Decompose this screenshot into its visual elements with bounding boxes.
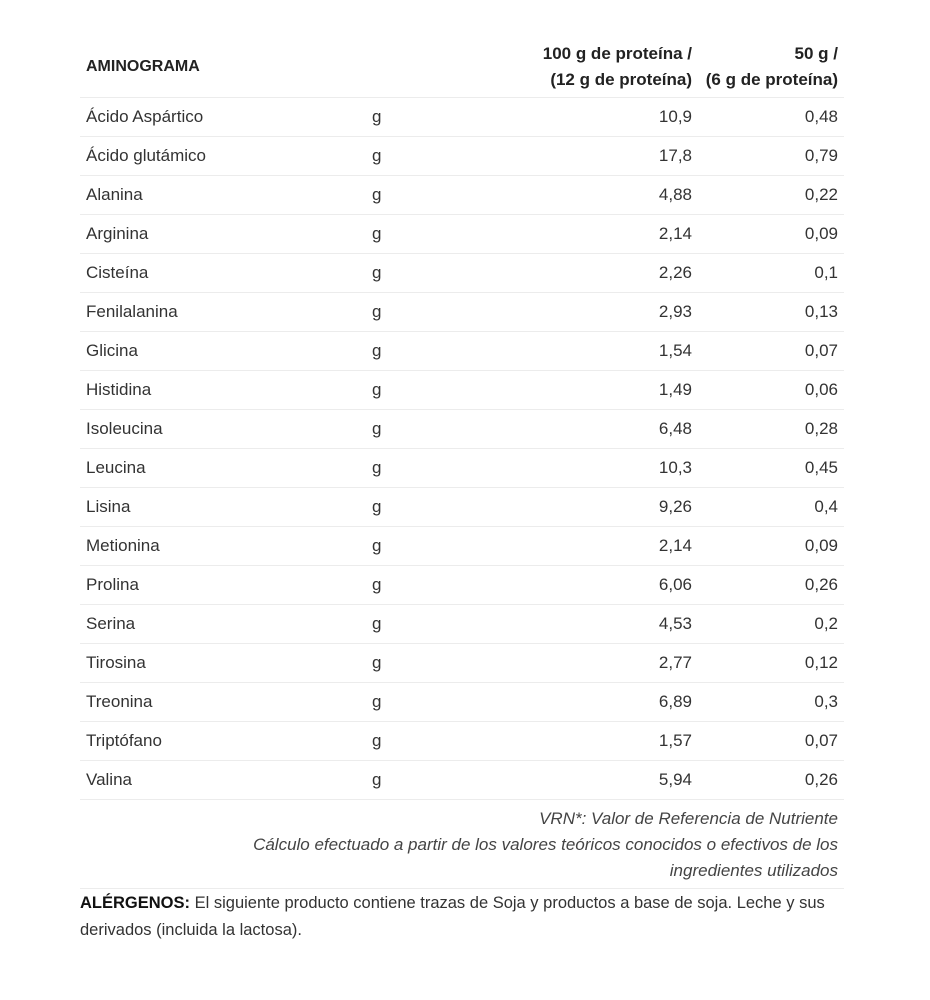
amino-value-100g: 2,14 [416, 527, 698, 566]
calc-note-line1: Cálculo efectuado a partir de los valores teóricos conocidos o efectivos de los [253, 835, 838, 854]
table-row [80, 488, 844, 527]
amino-name: Treonina [80, 683, 364, 722]
amino-value-50g: 0,26 [698, 761, 844, 800]
amino-value-50g: 0,09 [698, 215, 844, 254]
table-row [80, 722, 844, 761]
table-header-row [80, 38, 844, 98]
amino-value-100g: 2,77 [416, 644, 698, 683]
amino-name: Histidina [80, 371, 364, 410]
amino-unit: g [364, 683, 416, 722]
header-per-100g-line2: (12 g de proteína) [550, 70, 692, 89]
amino-unit: g [364, 761, 416, 800]
vrn-note: VRN*: Valor de Referencia de Nutriente [539, 809, 838, 828]
amino-value-100g: 2,26 [416, 254, 698, 293]
table-row [80, 410, 844, 449]
table-row [80, 527, 844, 566]
amino-name: Metionina [80, 527, 364, 566]
amino-value-50g: 0,07 [698, 722, 844, 761]
header-per-50g-line1: 50 g / [794, 44, 838, 63]
header-unit [364, 38, 416, 98]
aminogram-table-body [80, 98, 844, 800]
table-row [80, 215, 844, 254]
amino-unit: g [364, 332, 416, 371]
amino-name: Fenilalanina [80, 293, 364, 332]
amino-unit: g [364, 293, 416, 332]
amino-value-50g: 0,45 [698, 449, 844, 488]
amino-value-100g: 5,94 [416, 761, 698, 800]
header-per-50g-line2: (6 g de proteína) [705, 70, 838, 89]
header-per-100g-line1: 100 g de proteína / [542, 44, 692, 63]
amino-value-100g: 1,49 [416, 371, 698, 410]
amino-unit: g [364, 488, 416, 527]
amino-unit: g [364, 371, 416, 410]
amino-value-100g: 4,88 [416, 176, 698, 215]
amino-unit: g [364, 254, 416, 293]
amino-value-100g: 10,9 [416, 98, 698, 137]
amino-value-50g: 0,4 [698, 488, 844, 527]
amino-value-100g: 2,14 [416, 215, 698, 254]
amino-value-100g: 9,26 [416, 488, 698, 527]
header-per-100g [416, 38, 698, 98]
amino-value-100g: 17,8 [416, 137, 698, 176]
table-row [80, 683, 844, 722]
amino-name: Ácido Aspártico [80, 98, 364, 137]
amino-unit: g [364, 527, 416, 566]
allergens-section [80, 890, 850, 944]
amino-name: Leucina [80, 449, 364, 488]
amino-name: Prolina [80, 566, 364, 605]
amino-value-50g: 0,07 [698, 332, 844, 371]
amino-name: Valina [80, 761, 364, 800]
table-row [80, 137, 844, 176]
amino-value-50g: 0,12 [698, 644, 844, 683]
amino-unit: g [364, 605, 416, 644]
amino-value-50g: 0,79 [698, 137, 844, 176]
allergens-text: El siguiente producto contiene trazas de Soja y productos a base de soja. Leche y sus derivados (incluida la lactosa). [80, 894, 825, 939]
amino-value-50g: 0,28 [698, 410, 844, 449]
amino-name: Arginina [80, 215, 364, 254]
amino-unit: g [364, 137, 416, 176]
table-row [80, 176, 844, 215]
amino-unit: g [364, 722, 416, 761]
table-notes [80, 800, 844, 889]
amino-value-50g: 0,06 [698, 371, 844, 410]
amino-value-100g: 1,57 [416, 722, 698, 761]
table-row [80, 293, 844, 332]
amino-value-100g: 4,53 [416, 605, 698, 644]
amino-unit: g [364, 410, 416, 449]
amino-name: Tirosina [80, 644, 364, 683]
amino-value-50g: 0,26 [698, 566, 844, 605]
table-row [80, 644, 844, 683]
amino-value-100g: 2,93 [416, 293, 698, 332]
table-row [80, 761, 844, 800]
amino-name: Isoleucina [80, 410, 364, 449]
table-row [80, 254, 844, 293]
amino-name: Triptófano [80, 722, 364, 761]
amino-value-100g: 6,89 [416, 683, 698, 722]
aminogram-table [80, 38, 844, 889]
amino-value-50g: 0,13 [698, 293, 844, 332]
amino-unit: g [364, 449, 416, 488]
amino-value-50g: 0,1 [698, 254, 844, 293]
amino-value-50g: 0,48 [698, 98, 844, 137]
header-aminograma: AMINOGRAMA [80, 38, 364, 98]
amino-value-100g: 6,06 [416, 566, 698, 605]
amino-value-100g: 1,54 [416, 332, 698, 371]
amino-value-50g: 0,2 [698, 605, 844, 644]
allergens-label: ALÉRGENOS: [80, 894, 191, 912]
calc-note-line2: ingredientes utilizados [669, 861, 838, 880]
amino-unit: g [364, 176, 416, 215]
amino-unit: g [364, 98, 416, 137]
amino-value-100g: 10,3 [416, 449, 698, 488]
amino-name: Cisteína [80, 254, 364, 293]
amino-unit: g [364, 644, 416, 683]
amino-name: Serina [80, 605, 364, 644]
table-row [80, 566, 844, 605]
table-row [80, 371, 844, 410]
table-notes-row [80, 800, 844, 889]
amino-unit: g [364, 215, 416, 254]
amino-name: Lisina [80, 488, 364, 527]
table-row [80, 449, 844, 488]
header-per-50g [698, 38, 844, 98]
amino-unit: g [364, 566, 416, 605]
amino-value-100g: 6,48 [416, 410, 698, 449]
amino-value-50g: 0,22 [698, 176, 844, 215]
amino-name: Glicina [80, 332, 364, 371]
table-row [80, 332, 844, 371]
amino-name: Alanina [80, 176, 364, 215]
amino-value-50g: 0,3 [698, 683, 844, 722]
amino-value-50g: 0,09 [698, 527, 844, 566]
table-row [80, 98, 844, 137]
amino-name: Ácido glutámico [80, 137, 364, 176]
table-row [80, 605, 844, 644]
